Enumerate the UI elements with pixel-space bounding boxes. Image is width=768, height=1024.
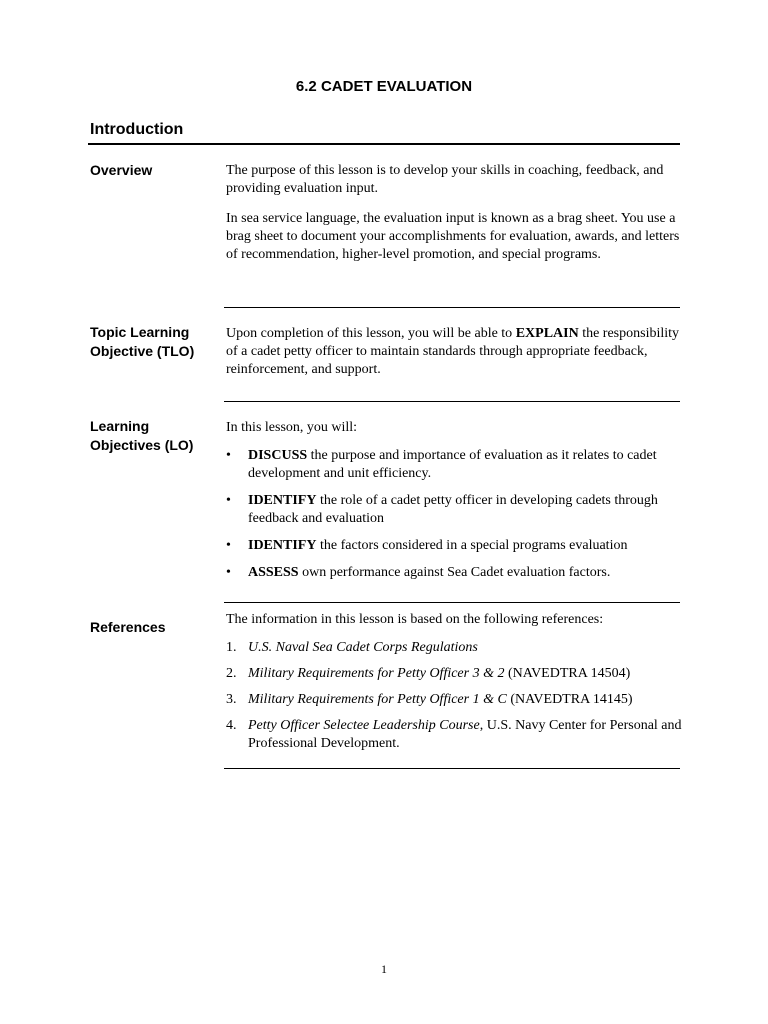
lo-item-text: the purpose and importance of evaluation as it relates to cadet development and unit efficiency. — [248, 448, 657, 481]
reference-number: 4. — [226, 718, 237, 733]
tlo-label-line-1: Topic Learning — [90, 324, 190, 340]
overview-label: Overview — [90, 162, 153, 178]
reference-rest: (NAVEDTRA 14145) — [506, 692, 633, 707]
page-title: 6.2 CADET EVALUATION — [295, 78, 473, 95]
lo-item-text: own performance against Sea Cadet evaluation factors. — [298, 565, 611, 580]
reference-title: U.S. Naval Sea Cadet Corps Regulations — [248, 640, 478, 655]
section-heading: Introduction — [90, 121, 184, 138]
overview-content — [226, 162, 684, 276]
reference-number: 3. — [226, 692, 237, 707]
lo-list — [226, 447, 684, 582]
reference-number: 2. — [226, 666, 237, 681]
tlo-keyword: EXPLAIN — [515, 326, 579, 341]
lo-label — [90, 417, 220, 455]
tlo-content — [226, 325, 684, 391]
lo-keyword: DISCUSS — [248, 448, 308, 463]
lo-keyword: ASSESS — [248, 565, 299, 580]
lo-label-line-1: Learning — [90, 418, 150, 434]
tlo-text-before: Upon completion of this lesson, you will be able to — [226, 326, 516, 341]
reference-title: Military Requirements for Petty Officer 3 & 2 — [248, 666, 505, 681]
bullet-icon: • — [226, 448, 231, 463]
list-item — [226, 447, 684, 483]
tlo-label-line-2: Objective (TLO) — [90, 343, 195, 359]
list-item — [226, 537, 684, 555]
references-divider — [224, 768, 680, 769]
lo-item-text: the factors considered in a special programs evaluation — [316, 538, 628, 553]
lo-keyword: IDENTIFY — [248, 538, 317, 553]
lo-keyword: IDENTIFY — [248, 493, 317, 508]
tlo-paragraph — [226, 325, 684, 379]
heading-divider — [88, 143, 680, 145]
reference-rest: , U.S. Navy Center for Personal and Professional Development. — [248, 718, 682, 751]
overview-paragraph-1: The purpose of this lesson is to develop your skills in coaching, feedback, and providing evaluation input. — [226, 163, 664, 196]
bullet-icon: • — [226, 538, 231, 553]
references-intro: The information in this lesson is based on the following references: — [226, 612, 604, 627]
reference-title: Petty Officer Selectee Leadership Course — [248, 718, 480, 733]
lo-content — [226, 419, 684, 591]
reference-number: 1. — [226, 640, 237, 655]
reference-title: Military Requirements for Petty Officer 1 & C — [248, 692, 507, 707]
bullet-icon: • — [226, 493, 231, 508]
reference-rest: (NAVEDTRA 14504) — [504, 666, 631, 681]
references-label: References — [90, 619, 166, 635]
tlo-text-after: the responsibility of a cadet petty officer to maintain standards through appropriate feedback, reinforcement, and support. — [226, 326, 680, 377]
tlo-divider — [224, 401, 680, 402]
lo-intro: In this lesson, you will: — [226, 420, 358, 435]
lo-label-line-2: Objectives (LO) — [90, 437, 194, 453]
references-list — [226, 639, 684, 753]
page-number: 1 — [381, 962, 387, 976]
list-item — [226, 665, 684, 683]
list-item — [226, 639, 684, 657]
bullet-icon: • — [226, 565, 231, 580]
overview-paragraph-2: In sea service language, the evaluation input is known as a brag sheet. You use a brag sheet to document your accomplishments for evaluation, awards, and letters of recommendation, higher-level promotion, and special programs. — [226, 211, 680, 262]
list-item — [226, 564, 684, 582]
lo-divider — [224, 602, 680, 603]
list-item — [226, 691, 684, 709]
overview-divider — [224, 307, 680, 308]
tlo-label — [90, 323, 220, 361]
references-content — [226, 611, 684, 761]
lo-item-text: the role of a cadet petty officer in developing cadets through feedback and evaluation — [248, 493, 658, 526]
list-item — [226, 492, 684, 528]
list-item — [226, 717, 684, 753]
